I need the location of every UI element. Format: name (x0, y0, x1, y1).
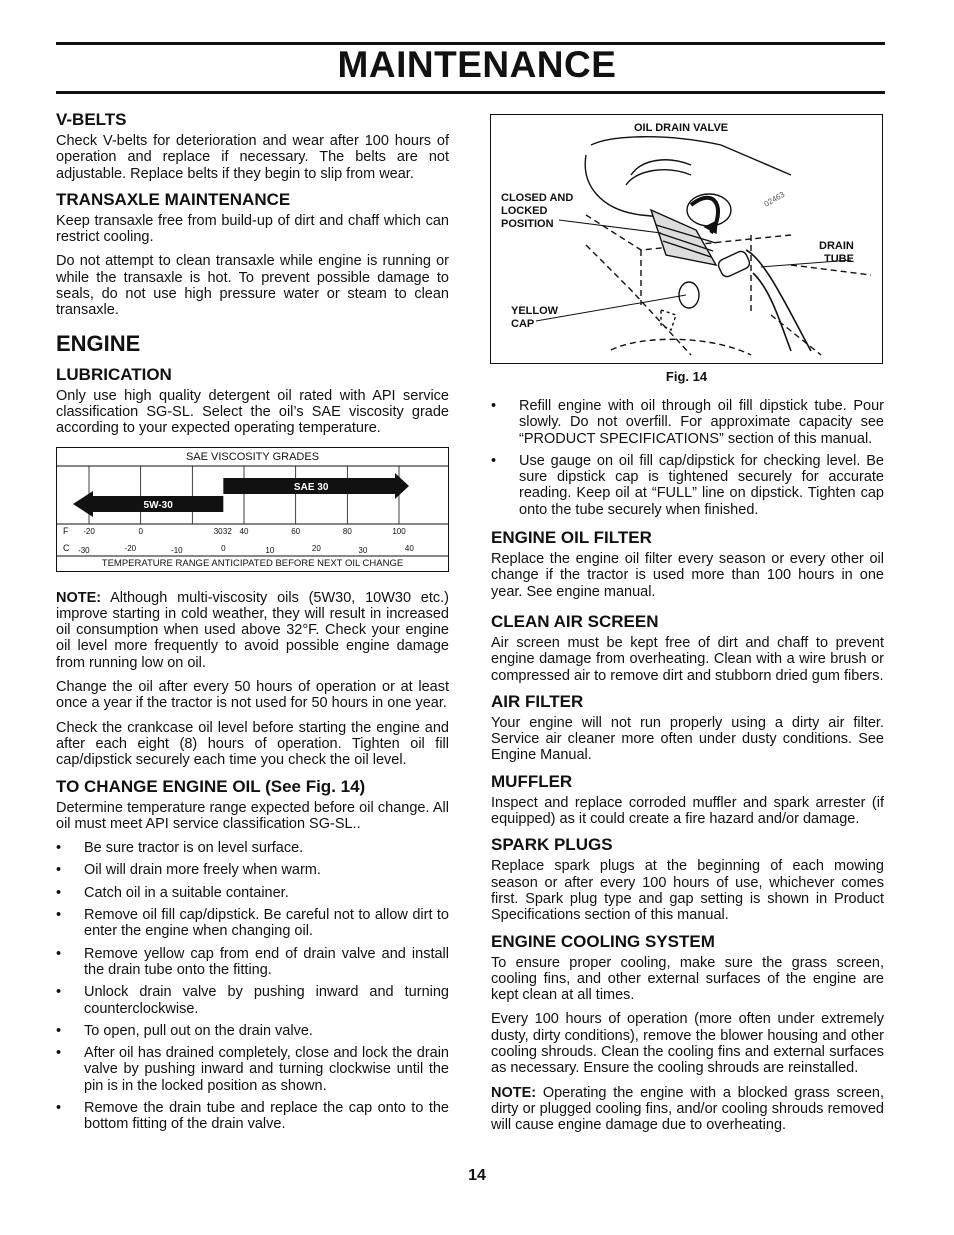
list-item: • Remove yellow cap from end of drain valve and install the drain tube onto the fitting. (56, 946, 449, 979)
chart-c-tick: 0 (221, 543, 226, 553)
list-item: • Refill engine with oil through oil fill dipstick tube. Pour slowly. Do not overfill. For approximate capacity see “PRODUCT SPECIFICATIONS” section of this manual. (491, 398, 884, 447)
chart-c-tick: -30 (78, 545, 90, 555)
air-screen-heading: CLEAN AIR SCREEN (491, 611, 659, 631)
air-filter-text: Your engine will not run properly using a dirty air filter. Service air cleaner more often under dusty conditions. See Engine Manual. (491, 714, 884, 764)
air-filter-heading: AIR FILTER (491, 691, 584, 711)
figure-14 (490, 114, 883, 364)
left-column (56, 108, 449, 1139)
chart-c-axis-label: C (63, 542, 70, 553)
label-cap-line1: YELLOW (511, 305, 559, 317)
label-oil-drain-valve: OIL DRAIN VALVE (634, 122, 729, 134)
vbelts-text: Check V-belts for deterioration and wear after 100 hours of operation and replace if necessary. The belts are not adjustable. Replace belts if they begin to slip from wear. (56, 133, 449, 182)
cooling-p1: To ensure proper cooling, make sure the grass screen, cooling fins, and other external surfaces of the engine are kept clean at all times. (491, 954, 884, 1004)
list-item: • Remove oil fill cap/dipstick. Be careful not to allow dirt to enter the engine when changing oil. (56, 907, 449, 940)
muffler-heading: MUFFLER (491, 771, 573, 791)
note-text: Operating the engine with a blocked grass screen, dirty or plugged cooling fins, and/or cooling shrouds removed will cause engine damage due to overheating. (491, 1084, 884, 1134)
chart-f-tick: 0 (138, 526, 143, 536)
title-underline (56, 91, 885, 94)
chart-f-tick: 32 (222, 526, 232, 536)
refill-steps (491, 398, 884, 518)
chart-f-tick: 100 (392, 526, 406, 536)
list-item: • Catch oil in a suitable container. (56, 885, 449, 901)
engine-heading: ENGINE (56, 330, 141, 356)
page-title: MAINTENANCE (337, 44, 617, 85)
right-column (491, 398, 884, 1142)
transaxle-p1: Keep transaxle free from build-up of dirt and chaff which can restrict cooling. (56, 212, 449, 246)
transaxle-p2: Do not attempt to clean transaxle while engine is running or while the transaxle is hot. To prevent possible damage to seals, do not use high pressure water or steam to clean transaxle. (56, 253, 449, 319)
label-drain-line1: DRAIN (819, 240, 854, 252)
list-item: • Remove the drain tube and replace the cap onto to the bottom fitting of the drain valve. (56, 1100, 449, 1133)
chart-c-tick: 30 (358, 545, 368, 555)
chart-bar-label: SAE 30 (293, 481, 329, 493)
label-drain-line2: TUBE (824, 253, 854, 265)
viscosity-chart (56, 447, 449, 572)
change-oil-heading: TO CHANGE ENGINE OIL (See Fig. 14) (56, 776, 366, 796)
label-closed-line2: LOCKED (501, 205, 548, 217)
list-item: • To open, pull out on the drain valve. (56, 1023, 449, 1039)
oil-filter-text: Replace the engine oil filter every season or every other oil change if the tractor is used more than 100 hours in one year. See engine manual. (491, 551, 884, 600)
muffler-text: Inspect and replace corroded muffler and spark arrester (if equipped) as it could create a fire hazard and/or damage. (491, 794, 884, 828)
chart-f-tick: 30 (213, 526, 223, 536)
chart-f-tick: 60 (291, 526, 301, 536)
note-label: NOTE: (491, 1084, 537, 1101)
chart-c-tick: 10 (265, 545, 275, 555)
lubrication-text: Only use high quality detergent oil rated with API service classification SG-SL. Select the oil’s SAE viscosity grade according to your expected operating temperature. (56, 387, 449, 437)
drain-valve-illustration (491, 115, 882, 363)
lubrication-heading: LUBRICATION (56, 364, 172, 384)
change-oil-intro: Determine temperature range expected before oil change. All oil must meet API service classification SG-SL.. (56, 799, 449, 832)
vbelts-heading: V-BELTS (56, 110, 127, 129)
chart-f-tick: 40 (239, 526, 249, 536)
spark-plugs-heading: SPARK PLUGS (491, 835, 613, 855)
cooling-note (491, 1085, 884, 1134)
note-label: NOTE: (56, 589, 102, 606)
chart-c-tick: -20 (124, 543, 137, 553)
check-oil-paragraph: Check the crankcase oil level before starting the engine and after each eight (8) hours of operation. Tighten oil fill cap/dipstick securely each time you check the oil level. (56, 719, 449, 769)
change-oil-steps (56, 840, 449, 1132)
list-item: • Oil will drain more freely when warm. (56, 862, 449, 878)
chart-f-axis-label: F (63, 525, 69, 536)
cooling-heading: ENGINE COOLING SYSTEM (491, 931, 715, 951)
list-item: • After oil has drained completely, close and lock the drain valve by pushing inward and turning clockwise until the pin is in the locked position as shown. (56, 1045, 449, 1094)
list-item: • Use gauge on oil fill cap/dipstick for checking level. Be sure dipstick cap is tightened securely for accurate reading. Keep oil at “FULL” line on dipstick. Tighten cap onto the tube securely when finished. (491, 453, 884, 518)
label-closed-line1: CLOSED AND (501, 192, 574, 204)
page-number: 14 (468, 1167, 486, 1184)
chart-c-tick: 40 (404, 543, 414, 553)
chart-c-tick: 20 (311, 543, 321, 553)
figure-caption: Fig. 14 (665, 369, 708, 384)
chart-footer: TEMPERATURE RANGE ANTICIPATED BEFORE NEXT OIL CHANGE (101, 557, 404, 569)
transaxle-heading: TRANSAXLE MAINTENANCE (56, 189, 291, 209)
chart-bar-label: 5W-30 (143, 499, 173, 511)
label-cap-line2: CAP (511, 318, 535, 330)
chart-f-tick: -20 (83, 526, 95, 536)
chart-c-tick: -10 (171, 545, 183, 555)
cooling-p2: Every 100 hours of operation (more often under extremely dusty, dirty conditions), remove the blower housing and other cooling shrouds. Clean the cooling fins and external surfaces as necessary. Ensure the cooling shrouds are reinstalled. (491, 1011, 884, 1077)
spark-plugs-text: Replace spark plugs at the beginning of each mowing season or after every 100 hours of use, whichever comes first. Spark plug type and gap setting is shown in Product Specifications section of this manual. (491, 858, 884, 924)
air-screen-text: Air screen must be kept free of dirt and chaff to prevent engine damage from overheating. Clean with a wire brush or compressed air to remove dirt and stubborn dried gum fibers. (491, 634, 884, 684)
chart-f-tick: 80 (342, 526, 352, 536)
note-text: Although multi-viscosity oils (5W30, 10W30 etc.) improve starting in cold weather, they will result in increased oil consumption when used above 32°F. Check your engine oil level more frequently to avoid possible engine damage from running low on oil. (56, 589, 449, 671)
figure-code: 02463 (762, 189, 787, 209)
note-multi-viscosity (56, 590, 449, 671)
chart-title: SAE VISCOSITY GRADES (185, 450, 320, 463)
change-oil-paragraph: Change the oil after every 50 hours of operation or at least once a year if the tractor is not used for 50 hours in one year. (56, 679, 449, 712)
oil-filter-heading: ENGINE OIL FILTER (491, 528, 652, 548)
list-item: • Unlock drain valve by pushing inward and turning counterclockwise. (56, 984, 449, 1017)
label-closed-line3: POSITION (501, 218, 554, 230)
viscosity-chart-svg (57, 448, 448, 571)
list-item: • Be sure tractor is on level surface. (56, 840, 449, 856)
